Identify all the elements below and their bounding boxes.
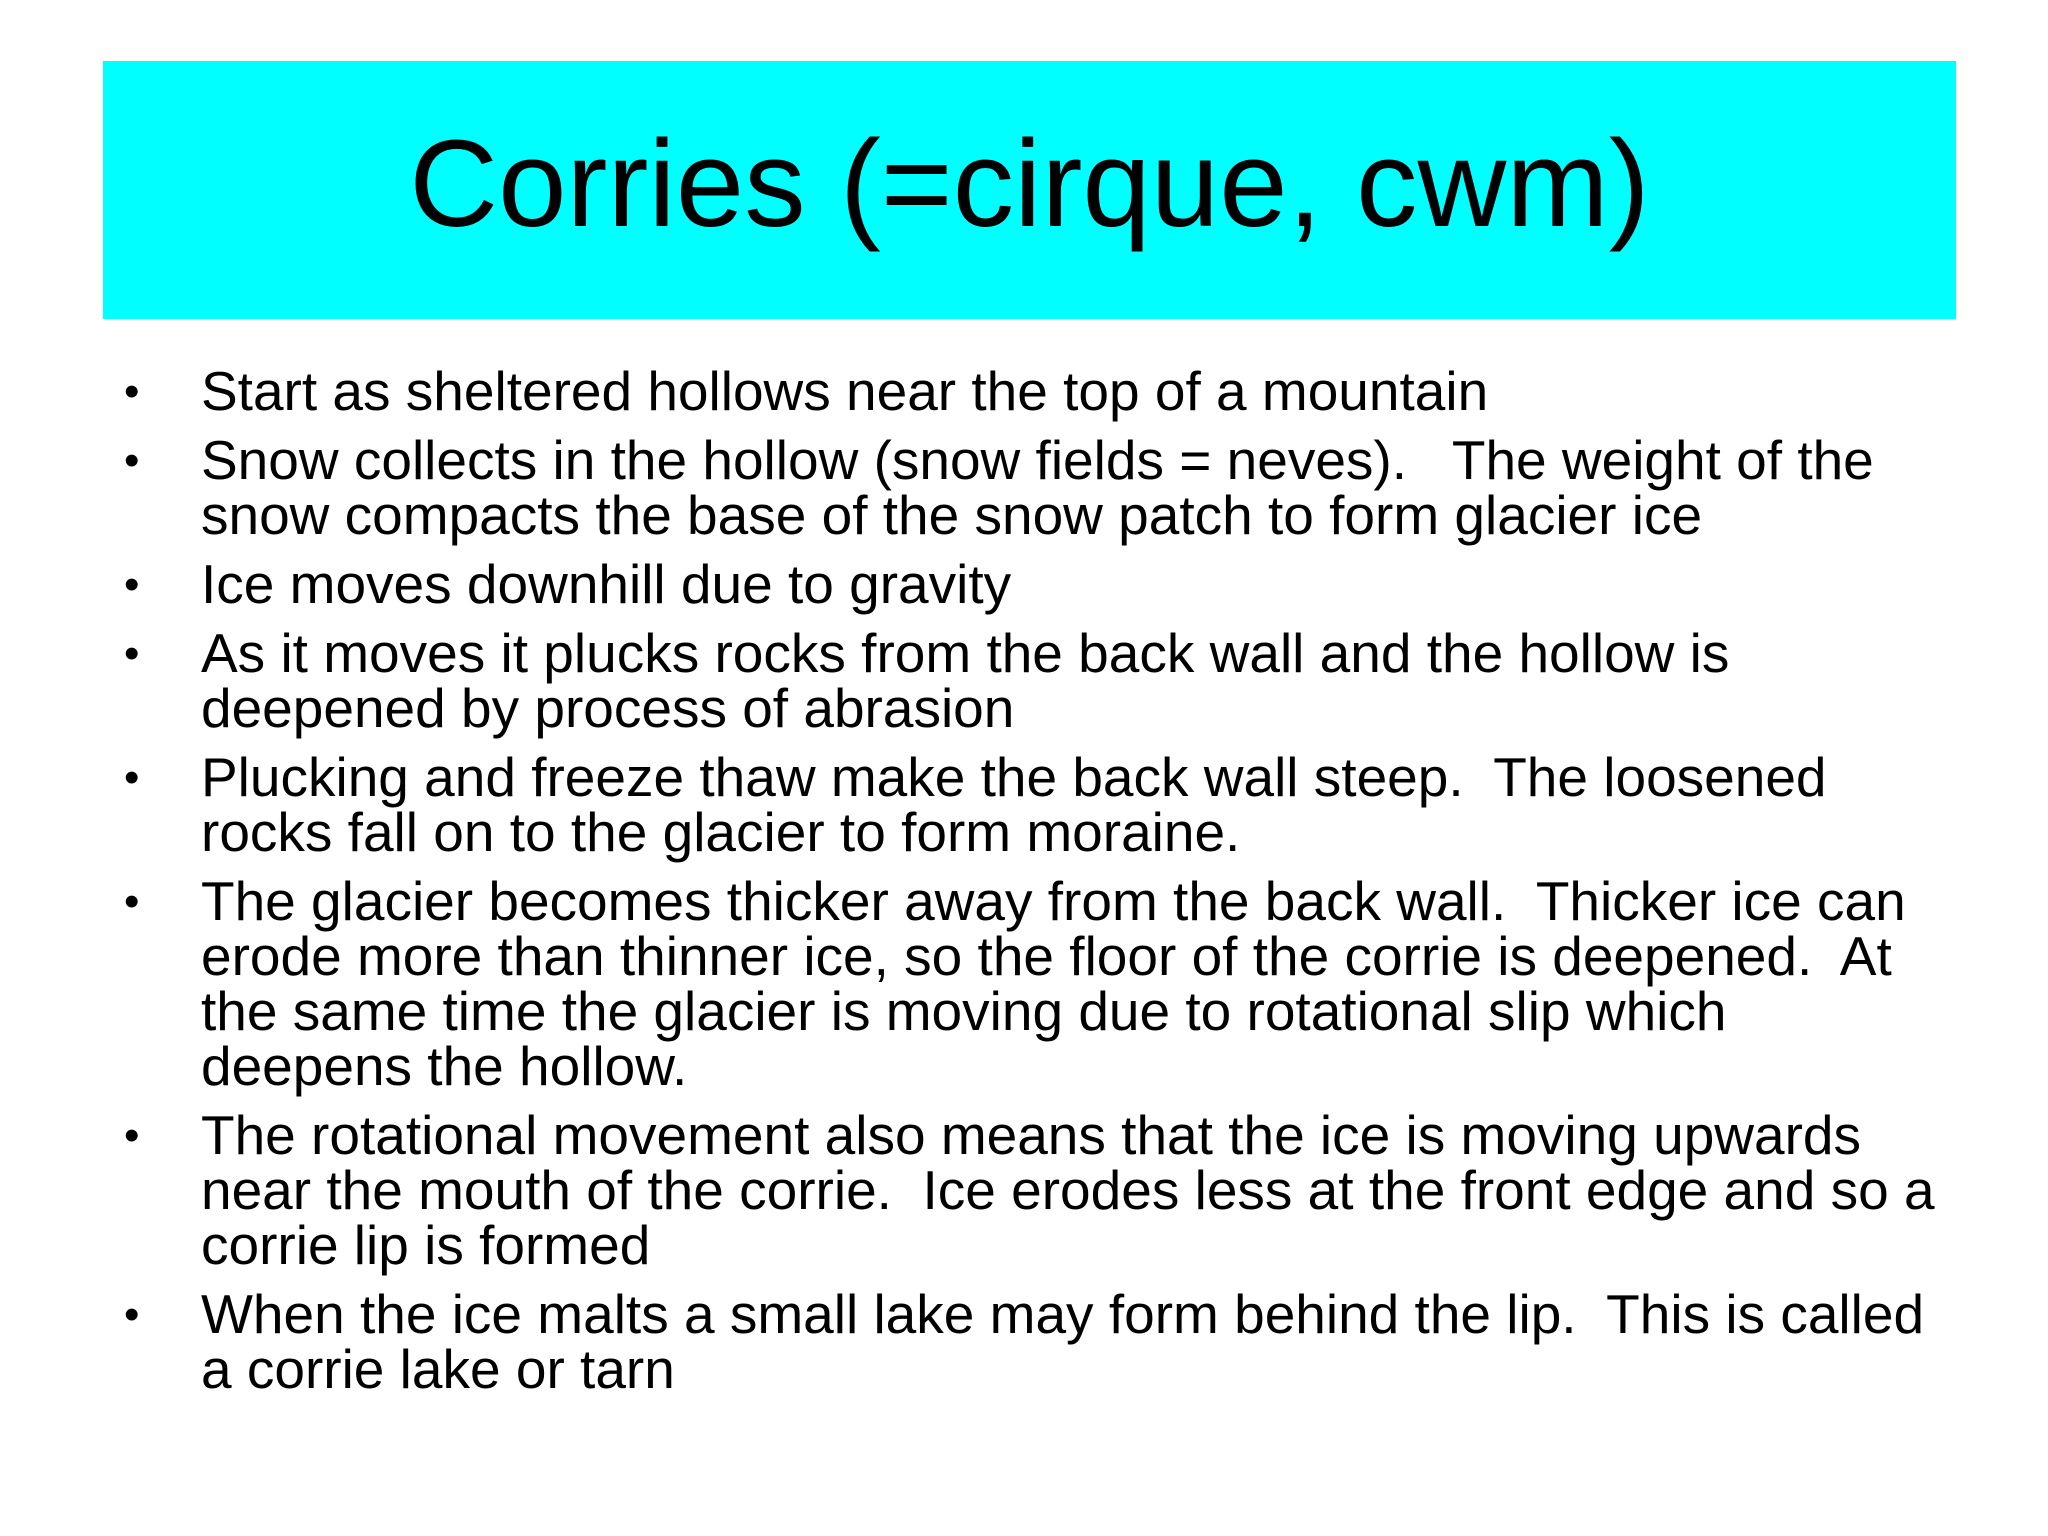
slide-title: Corries (=cirque, cwm) (409, 115, 1650, 253)
list-item (120, 1104, 1950, 1276)
bullet-text: The glacier becomes thicker away from the back wall. Thicker ice can erode more than thinner ice, so the floor of the corrie is deepened. At the same time the glacier is moving due to rotational slip which deepens the hollow. (201, 870, 1921, 1097)
bullet-text: Start as sheltered hollows near the top of a mountain (201, 360, 1489, 422)
bullet-text: Ice moves downhill due to gravity (201, 553, 1012, 615)
bullet-icon: • (124, 367, 140, 416)
list-item (120, 622, 1950, 739)
list-item (120, 746, 1950, 863)
list-item (120, 553, 1950, 615)
bullet-icon: • (124, 560, 140, 609)
list-item (120, 1283, 1950, 1400)
bullet-icon: • (124, 877, 140, 926)
list-item (120, 429, 1950, 546)
bullet-icon: • (124, 1111, 140, 1160)
bullet-text: Snow collects in the hollow (snow fields = neves). The weight of the snow compacts the base of the snow patch to form glacier ice (201, 429, 1890, 546)
list-item (120, 360, 1950, 422)
bullet-text: As it moves it plucks rocks from the back wall and the hollow is deepened by process of abrasion (201, 622, 1745, 739)
bullet-text: The rotational movement also means that the ice is moving upwards near the mouth of the corrie. Ice erodes less at the front edge and so a corrie lip is formed (201, 1104, 1950, 1276)
title-banner (103, 61, 1956, 319)
bullet-text: When the ice malts a small lake may form behind the lip. This is called a corrie lake or tarn (201, 1283, 1940, 1400)
bullet-text: Plucking and freeze thaw make the back wall steep. The loosened rocks fall on to the glacier to form moraine. (201, 746, 1842, 863)
bullet-icon: • (124, 1290, 140, 1339)
bullet-icon: • (124, 753, 140, 802)
list-item (120, 870, 1950, 1097)
bullet-icon: • (124, 436, 140, 485)
bullet-icon: • (124, 629, 140, 678)
bullet-list (120, 360, 1950, 1411)
